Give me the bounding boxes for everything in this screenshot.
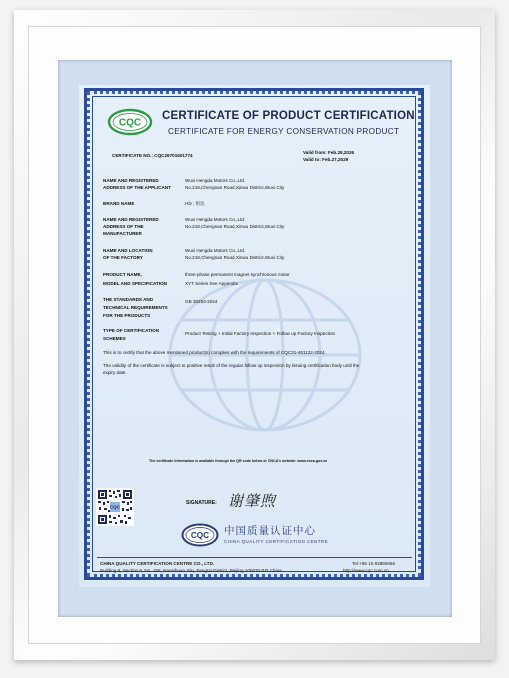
field-label: SCHEMES	[103, 336, 126, 341]
field-label: MANUFACTURER	[103, 231, 142, 236]
cqc-logo-text: CQC	[118, 117, 142, 129]
field-value: three-phase permanent magnet synchronous motor	[185, 272, 290, 277]
field-label: TECHNICAL REQUIREMENTS	[103, 305, 168, 310]
website-note: The certificate information is available through the QR code below or CNCA's website: www.cnca.gov.cn	[149, 459, 328, 463]
field-label: OF THE FACTORY	[103, 255, 143, 260]
footer-divider	[97, 557, 412, 558]
qr-code-icon[interactable]	[96, 488, 134, 526]
compliance-statement: This is to certify that the above mentioned product(s) complies with the requirements of CQC31-461122-2024.	[103, 350, 326, 355]
field-label: MODEL AND SPECIFICATION	[103, 281, 167, 286]
field-label: BRAND NAME	[103, 201, 135, 206]
certificate-title: CERTIFICATE OF PRODUCT CERTIFICATION	[162, 110, 415, 122]
footer-website-link[interactable]: http://www.cqc.com.cn	[343, 568, 389, 573]
validity-statement-cont: expiry date.	[103, 370, 127, 375]
footer-org: CHINA QUALITY CERTIFICATION CENTRE CO., LTD.	[100, 561, 215, 566]
field-value: GB 30253-2024	[185, 299, 218, 304]
field-value: Product Testing + Initial Factory Inspection + Follow up Factory Inspection	[185, 331, 336, 336]
field-value: No.218,Chengnan Road,Xinwu District,Wuxi City	[185, 185, 285, 190]
footer-tel: Tel:+86 10 83886666	[352, 561, 396, 566]
validity-statement: The validity of the certificate is subject to positive result of the regular follow up inspection by issuing certification body until the	[103, 363, 360, 368]
field-label: THE STANDARDS AND	[103, 297, 154, 302]
cqc-issuer-logo-text: CQC	[190, 531, 210, 540]
field-label: NAME AND REGISTERED	[103, 217, 159, 222]
signature-label: SIGNATURE:	[186, 500, 217, 506]
field-value: Wuxi Hengda Motors Co.,Ltd.	[185, 248, 246, 253]
field-value: No.218,Chengnan Road,Xinwu District,Wuxi City	[185, 255, 285, 260]
field-value: Wuxi Hengda Motors Co.,Ltd.	[185, 217, 246, 222]
qr-center-logo-text: CQC	[110, 504, 120, 510]
valid-to: Valid to: Feb.27,2029	[303, 157, 349, 162]
signature: 谢肇煦	[228, 492, 277, 510]
field-label: NAME AND REGISTERED	[103, 178, 159, 183]
field-label: PRODUCT NAME,	[103, 272, 142, 277]
field-label: ADDRESS OF THE APPLICANT	[103, 185, 171, 190]
cqc-logo-icon	[107, 108, 153, 136]
field-value: XYT Series See Appendix	[185, 281, 238, 286]
cqc-issuer-logo-icon	[181, 523, 219, 547]
footer-address: Building 9, Section 9, No. 188, Nansihuan Xilu, Fengtai District, Beijing 100070 P.R.China	[100, 568, 282, 573]
issuer-english-name: CHINA QUALITY CERTIFICATION CENTRE	[224, 539, 329, 544]
field-label: NAME AND LOCATION	[103, 248, 153, 253]
certificate-number: CERTIFICATE NO.: CQC26701501774	[112, 153, 193, 158]
field-value: No.218,Chengnan Road,Xinwu District,Wuxi City	[185, 224, 285, 229]
field-value: HD ; 恒达	[185, 201, 205, 206]
field-label: ADDRESS OF THE	[103, 224, 144, 229]
field-value: Wuxi Hengda Motors Co.,Ltd.	[185, 178, 246, 183]
issuer-chinese-name: 中国质量认证中心	[224, 525, 316, 537]
valid-from: Valid from: Feb.28,2026	[303, 150, 355, 155]
certificate-subtitle: CERTIFICATE FOR ENERGY CONSERVATION PRODUCT	[168, 127, 400, 136]
field-label: TYPE OF CERTIFICATION	[103, 328, 160, 333]
field-label: FOR THE PRODUCTS	[103, 313, 151, 318]
